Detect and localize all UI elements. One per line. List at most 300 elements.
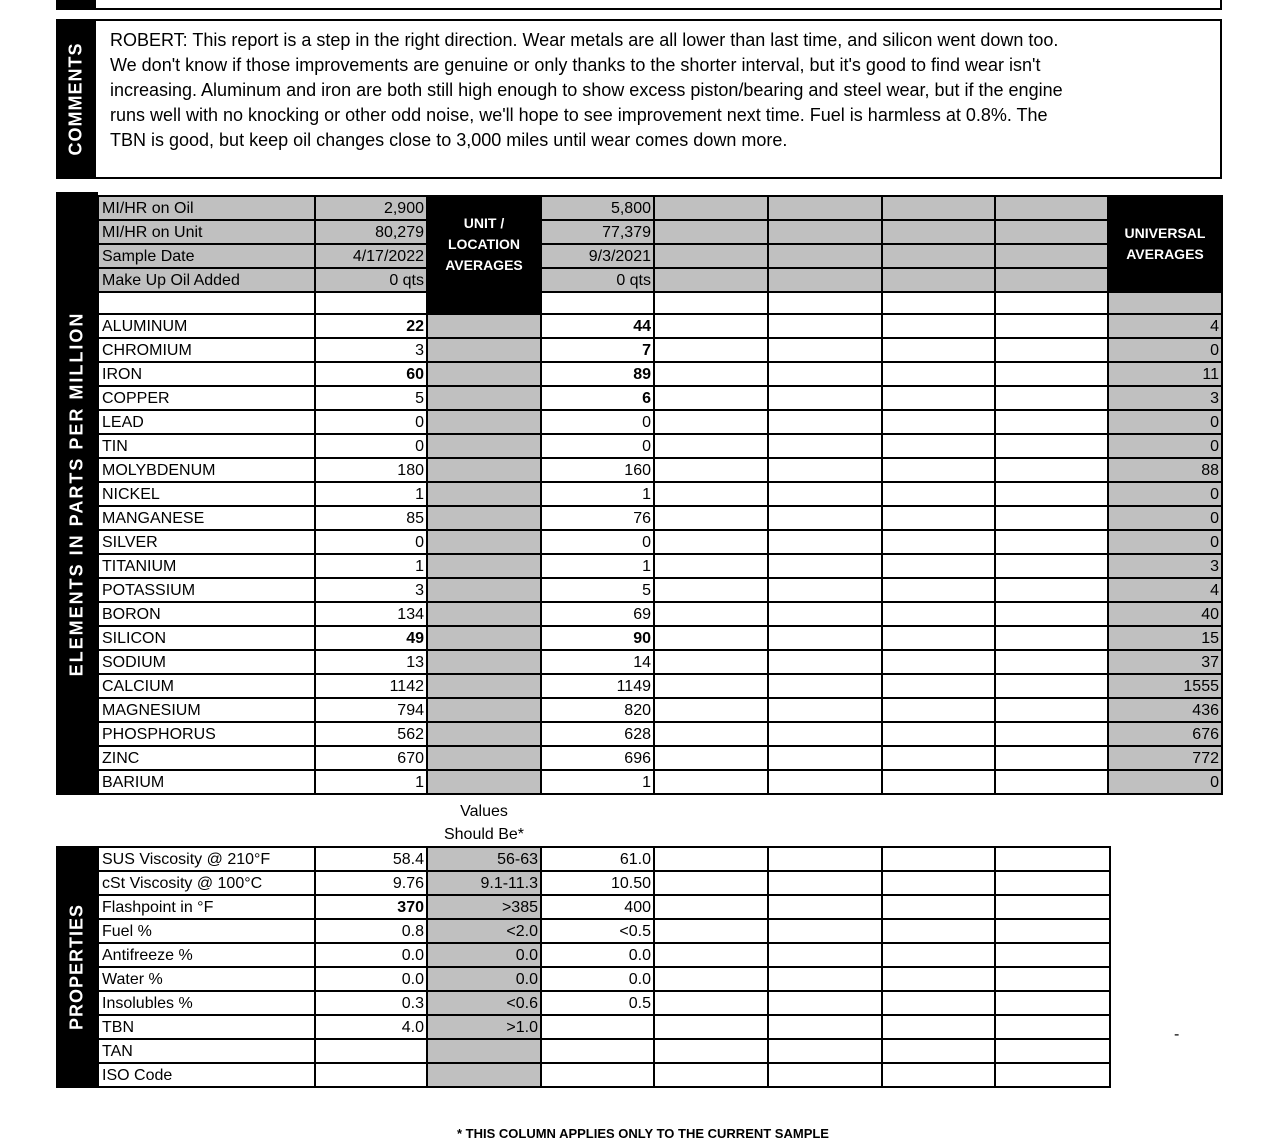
header-row — [98, 196, 1222, 220]
unit-average-cell — [427, 530, 541, 554]
property-current-value — [315, 1063, 427, 1087]
element-row — [98, 458, 1222, 482]
property-should-be-value: >1.0 — [427, 1015, 541, 1039]
empty-cell — [315, 292, 427, 314]
element-previous-value: 7 — [541, 338, 654, 362]
empty-cell — [995, 362, 1108, 386]
property-row — [98, 871, 1110, 895]
unit-average-cell — [427, 314, 541, 338]
empty-cell — [995, 770, 1108, 794]
empty-cell — [654, 434, 768, 458]
empty-cell — [995, 554, 1108, 578]
empty-cell — [654, 244, 768, 268]
empty-cell — [654, 746, 768, 770]
property-current-value: 9.76 — [315, 871, 427, 895]
element-name: MANGANESE — [98, 506, 315, 530]
empty-cell — [995, 991, 1110, 1015]
element-row — [98, 602, 1222, 626]
empty-cell — [882, 1015, 995, 1039]
header-label: MI/HR on Oil — [98, 196, 315, 220]
empty-cell — [995, 895, 1110, 919]
property-previous-value: 0.5 — [541, 991, 654, 1015]
empty-cell — [654, 967, 768, 991]
element-current-value: 794 — [315, 698, 427, 722]
empty-cell — [654, 410, 768, 434]
empty-cell — [882, 268, 995, 292]
empty-cell — [882, 1039, 995, 1063]
empty-cell — [995, 602, 1108, 626]
element-name: TIN — [98, 434, 315, 458]
property-previous-value: <0.5 — [541, 919, 654, 943]
empty-cell — [654, 895, 768, 919]
property-should-be-value — [427, 1039, 541, 1063]
empty-cell — [882, 722, 995, 746]
unit-average-cell — [427, 410, 541, 434]
property-name: TBN — [98, 1015, 315, 1039]
unit-average-cell — [427, 602, 541, 626]
property-row — [98, 967, 1110, 991]
property-previous-value — [541, 1039, 654, 1063]
property-should-be-value — [427, 1063, 541, 1087]
empty-cell — [768, 871, 882, 895]
element-row — [98, 530, 1222, 554]
property-name: TAN — [98, 1039, 315, 1063]
property-current-value: 0.0 — [315, 943, 427, 967]
empty-cell — [768, 895, 882, 919]
element-universal-average: 40 — [1108, 602, 1222, 626]
values-should-be-line1: Values — [460, 803, 508, 820]
element-previous-value: 89 — [541, 362, 654, 386]
unit-location-averages-header: UNIT / LOCATION AVERAGES — [427, 196, 541, 292]
property-previous-value: 0.0 — [541, 943, 654, 967]
empty-cell — [654, 338, 768, 362]
element-previous-value: 6 — [541, 386, 654, 410]
comment-line: increasing. Aluminum and iron are both still high enough to show excess piston/bearing and steel wear, but if the engine — [110, 80, 1063, 100]
empty-cell — [768, 362, 882, 386]
element-universal-average: 3 — [1108, 386, 1222, 410]
empty-cell — [768, 434, 882, 458]
empty-cell — [882, 362, 995, 386]
empty-cell — [768, 220, 882, 244]
properties-section-label: PROPERTIES — [66, 903, 87, 1031]
property-should-be-value: 0.0 — [427, 967, 541, 991]
property-row — [98, 847, 1110, 871]
property-name: ISO Code — [98, 1063, 315, 1087]
element-universal-average: 0 — [1108, 482, 1222, 506]
empty-cell — [995, 530, 1108, 554]
empty-cell — [654, 626, 768, 650]
element-row — [98, 626, 1222, 650]
empty-cell — [654, 578, 768, 602]
empty-cell — [768, 386, 882, 410]
unit-average-cell — [427, 746, 541, 770]
property-previous-value — [541, 1015, 654, 1039]
comments-text — [110, 28, 1110, 153]
universal-averages-header: UNIVERSAL AVERAGES — [1108, 196, 1222, 292]
element-universal-average: 772 — [1108, 746, 1222, 770]
element-previous-value: 0 — [541, 530, 654, 554]
element-name: IRON — [98, 362, 315, 386]
empty-cell — [995, 1015, 1110, 1039]
empty-cell — [882, 338, 995, 362]
empty-cell — [427, 292, 541, 314]
element-previous-value: 69 — [541, 602, 654, 626]
empty-cell — [654, 196, 768, 220]
empty-cell — [995, 292, 1108, 314]
header-current-value: 80,279 — [315, 220, 427, 244]
footnote: * THIS COLUMN APPLIES ONLY TO THE CURRENT SAMPLE — [457, 1126, 829, 1141]
element-row — [98, 482, 1222, 506]
element-row — [98, 674, 1222, 698]
element-name: SODIUM — [98, 650, 315, 674]
element-name: CHROMIUM — [98, 338, 315, 362]
empty-cell — [768, 698, 882, 722]
empty-cell — [995, 268, 1108, 292]
empty-cell — [768, 650, 882, 674]
empty-cell — [882, 292, 995, 314]
element-current-value: 3 — [315, 578, 427, 602]
elements-section-label: ELEMENTS IN PARTS PER MILLION — [66, 311, 87, 676]
element-universal-average: 15 — [1108, 626, 1222, 650]
header-previous-value: 5,800 — [541, 196, 654, 220]
element-current-value: 1 — [315, 770, 427, 794]
header-row — [98, 268, 1222, 292]
elements-label-bar — [56, 192, 98, 795]
element-name: COPPER — [98, 386, 315, 410]
empty-cell — [768, 991, 882, 1015]
element-name: MOLYBDENUM — [98, 458, 315, 482]
top-section-frame — [56, 0, 1222, 10]
header-label: Sample Date — [98, 244, 315, 268]
empty-cell — [768, 943, 882, 967]
element-name: SILICON — [98, 626, 315, 650]
element-current-value: 180 — [315, 458, 427, 482]
empty-cell — [995, 386, 1108, 410]
header-previous-value: 0 qts — [541, 268, 654, 292]
element-universal-average: 4 — [1108, 578, 1222, 602]
empty-cell — [768, 292, 882, 314]
element-universal-average: 11 — [1108, 362, 1222, 386]
unit-average-cell — [427, 554, 541, 578]
header-current-value: 0 qts — [315, 268, 427, 292]
element-row — [98, 314, 1222, 338]
unit-average-cell — [427, 386, 541, 410]
header-current-value: 2,900 — [315, 196, 427, 220]
empty-cell — [654, 991, 768, 1015]
element-name: NICKEL — [98, 482, 315, 506]
empty-cell — [768, 314, 882, 338]
empty-cell — [995, 698, 1108, 722]
element-current-value: 670 — [315, 746, 427, 770]
property-name: cSt Viscosity @ 100°C — [98, 871, 315, 895]
elements-table — [97, 195, 1223, 795]
empty-cell — [995, 220, 1108, 244]
empty-cell — [768, 967, 882, 991]
element-universal-average: 0 — [1108, 338, 1222, 362]
element-row — [98, 578, 1222, 602]
empty-cell — [654, 268, 768, 292]
property-should-be-value: 9.1-11.3 — [427, 871, 541, 895]
element-current-value: 0 — [315, 410, 427, 434]
header-label: MI/HR on Unit — [98, 220, 315, 244]
empty-cell — [882, 1063, 995, 1087]
empty-cell — [541, 292, 654, 314]
empty-cell — [654, 698, 768, 722]
property-row — [98, 991, 1110, 1015]
properties-table — [97, 846, 1111, 1088]
header-row — [98, 220, 1222, 244]
property-should-be-value: <2.0 — [427, 919, 541, 943]
empty-cell — [882, 434, 995, 458]
element-name: SILVER — [98, 530, 315, 554]
unit-average-cell — [427, 506, 541, 530]
element-row — [98, 698, 1222, 722]
empty-cell — [654, 770, 768, 794]
empty-cell — [654, 943, 768, 967]
element-row — [98, 650, 1222, 674]
empty-cell — [882, 871, 995, 895]
empty-cell — [768, 746, 882, 770]
empty-cell — [768, 1015, 882, 1039]
empty-cell — [882, 626, 995, 650]
element-universal-average: 0 — [1108, 410, 1222, 434]
empty-cell — [654, 554, 768, 578]
empty-cell — [654, 871, 768, 895]
empty-cell — [768, 196, 882, 220]
stray-mark: - — [1174, 1026, 1180, 1043]
element-current-value: 1 — [315, 482, 427, 506]
empty-cell — [654, 292, 768, 314]
properties-label-bar — [56, 846, 98, 1088]
empty-cell — [654, 602, 768, 626]
empty-cell — [995, 871, 1110, 895]
empty-cell — [882, 220, 995, 244]
unit-average-cell — [427, 434, 541, 458]
element-previous-value: 44 — [541, 314, 654, 338]
empty-cell — [768, 602, 882, 626]
empty-cell — [995, 578, 1108, 602]
property-row — [98, 1015, 1110, 1039]
element-row — [98, 506, 1222, 530]
empty-cell — [995, 434, 1108, 458]
empty-cell — [882, 770, 995, 794]
element-universal-average: 37 — [1108, 650, 1222, 674]
element-name: ALUMINUM — [98, 314, 315, 338]
empty-cell — [768, 458, 882, 482]
empty-cell — [654, 362, 768, 386]
property-should-be-value: 56-63 — [427, 847, 541, 871]
empty-cell — [882, 847, 995, 871]
property-name: Insolubles % — [98, 991, 315, 1015]
empty-cell — [654, 506, 768, 530]
empty-cell — [995, 674, 1108, 698]
top-section-label-bar — [56, 0, 96, 10]
property-current-value: 58.4 — [315, 847, 427, 871]
element-row — [98, 746, 1222, 770]
empty-cell — [995, 943, 1110, 967]
property-current-value — [315, 1039, 427, 1063]
element-current-value: 3 — [315, 338, 427, 362]
element-name: LEAD — [98, 410, 315, 434]
unit-average-cell — [427, 698, 541, 722]
empty-cell — [654, 1063, 768, 1087]
empty-cell — [882, 991, 995, 1015]
element-name: ZINC — [98, 746, 315, 770]
empty-cell — [995, 1063, 1110, 1087]
element-previous-value: 1 — [541, 770, 654, 794]
element-universal-average: 4 — [1108, 314, 1222, 338]
element-previous-value: 160 — [541, 458, 654, 482]
values-should-be-line2: Should Be* — [443, 826, 525, 843]
empty-cell — [654, 650, 768, 674]
element-current-value: 13 — [315, 650, 427, 674]
element-previous-value: 90 — [541, 626, 654, 650]
empty-cell — [768, 674, 882, 698]
property-current-value: 370 — [315, 895, 427, 919]
empty-cell — [1108, 292, 1222, 314]
empty-cell — [654, 220, 768, 244]
empty-cell — [995, 967, 1110, 991]
empty-cell — [882, 967, 995, 991]
element-row — [98, 410, 1222, 434]
property-should-be-value: 0.0 — [427, 943, 541, 967]
property-row — [98, 919, 1110, 943]
element-current-value: 60 — [315, 362, 427, 386]
element-previous-value: 1 — [541, 482, 654, 506]
header-previous-value: 77,379 — [541, 220, 654, 244]
values-should-be-header — [430, 800, 538, 846]
element-universal-average: 88 — [1108, 458, 1222, 482]
header-label: Make Up Oil Added — [98, 268, 315, 292]
empty-cell — [654, 314, 768, 338]
empty-cell — [768, 1039, 882, 1063]
unit-average-cell — [427, 650, 541, 674]
element-name: CALCIUM — [98, 674, 315, 698]
element-row — [98, 554, 1222, 578]
empty-cell — [995, 847, 1110, 871]
property-previous-value — [541, 1063, 654, 1087]
property-name: Antifreeze % — [98, 943, 315, 967]
header-row — [98, 244, 1222, 268]
element-universal-average: 0 — [1108, 530, 1222, 554]
element-name: TITANIUM — [98, 554, 315, 578]
unit-average-cell — [427, 722, 541, 746]
empty-cell — [882, 554, 995, 578]
empty-cell — [882, 482, 995, 506]
element-row — [98, 434, 1222, 458]
empty-cell — [882, 650, 995, 674]
empty-cell — [882, 919, 995, 943]
property-current-value: 0.8 — [315, 919, 427, 943]
element-universal-average: 1555 — [1108, 674, 1222, 698]
element-current-value: 134 — [315, 602, 427, 626]
empty-cell — [882, 386, 995, 410]
empty-cell — [882, 410, 995, 434]
empty-cell — [882, 602, 995, 626]
empty-cell — [882, 746, 995, 770]
element-universal-average: 0 — [1108, 434, 1222, 458]
empty-cell — [882, 698, 995, 722]
empty-cell — [768, 847, 882, 871]
empty-cell — [995, 746, 1108, 770]
empty-cell — [98, 292, 315, 314]
empty-cell — [995, 244, 1108, 268]
element-row — [98, 722, 1222, 746]
element-previous-value: 5 — [541, 578, 654, 602]
empty-cell — [995, 196, 1108, 220]
empty-cell — [768, 554, 882, 578]
property-name: Water % — [98, 967, 315, 991]
property-previous-value: 400 — [541, 895, 654, 919]
empty-cell — [654, 1039, 768, 1063]
empty-cell — [882, 458, 995, 482]
element-current-value: 1 — [315, 554, 427, 578]
empty-cell — [995, 506, 1108, 530]
element-current-value: 0 — [315, 434, 427, 458]
empty-cell — [768, 338, 882, 362]
element-previous-value: 820 — [541, 698, 654, 722]
spacer-row — [98, 292, 1222, 314]
empty-cell — [768, 410, 882, 434]
empty-cell — [768, 626, 882, 650]
element-previous-value: 0 — [541, 410, 654, 434]
empty-cell — [768, 506, 882, 530]
comments-section-label: COMMENTS — [65, 42, 86, 156]
empty-cell — [654, 458, 768, 482]
element-previous-value: 628 — [541, 722, 654, 746]
element-previous-value: 696 — [541, 746, 654, 770]
element-current-value: 85 — [315, 506, 427, 530]
element-current-value: 562 — [315, 722, 427, 746]
element-current-value: 0 — [315, 530, 427, 554]
empty-cell — [995, 338, 1108, 362]
element-previous-value: 1 — [541, 554, 654, 578]
empty-cell — [768, 530, 882, 554]
comments-label-bar — [56, 19, 96, 179]
property-should-be-value: >385 — [427, 895, 541, 919]
property-previous-value: 0.0 — [541, 967, 654, 991]
element-name: MAGNESIUM — [98, 698, 315, 722]
element-universal-average: 676 — [1108, 722, 1222, 746]
empty-cell — [882, 530, 995, 554]
empty-cell — [995, 722, 1108, 746]
empty-cell — [995, 482, 1108, 506]
empty-cell — [995, 919, 1110, 943]
comment-line: runs well with no knocking or other odd noise, we'll hope to see improvement next time. Fuel is harmless at 0.8%. The — [110, 105, 1048, 125]
unit-average-cell — [427, 362, 541, 386]
unit-average-cell — [427, 458, 541, 482]
unit-average-cell — [427, 578, 541, 602]
empty-cell — [995, 650, 1108, 674]
empty-cell — [995, 314, 1108, 338]
property-current-value: 0.0 — [315, 967, 427, 991]
empty-cell — [654, 482, 768, 506]
empty-cell — [882, 943, 995, 967]
property-row — [98, 1039, 1110, 1063]
element-current-value: 49 — [315, 626, 427, 650]
empty-cell — [995, 458, 1108, 482]
element-previous-value: 76 — [541, 506, 654, 530]
element-current-value: 5 — [315, 386, 427, 410]
element-name: BORON — [98, 602, 315, 626]
property-previous-value: 61.0 — [541, 847, 654, 871]
element-previous-value: 1149 — [541, 674, 654, 698]
property-current-value: 4.0 — [315, 1015, 427, 1039]
empty-cell — [882, 196, 995, 220]
element-universal-average: 3 — [1108, 554, 1222, 578]
empty-cell — [654, 530, 768, 554]
element-previous-value: 0 — [541, 434, 654, 458]
